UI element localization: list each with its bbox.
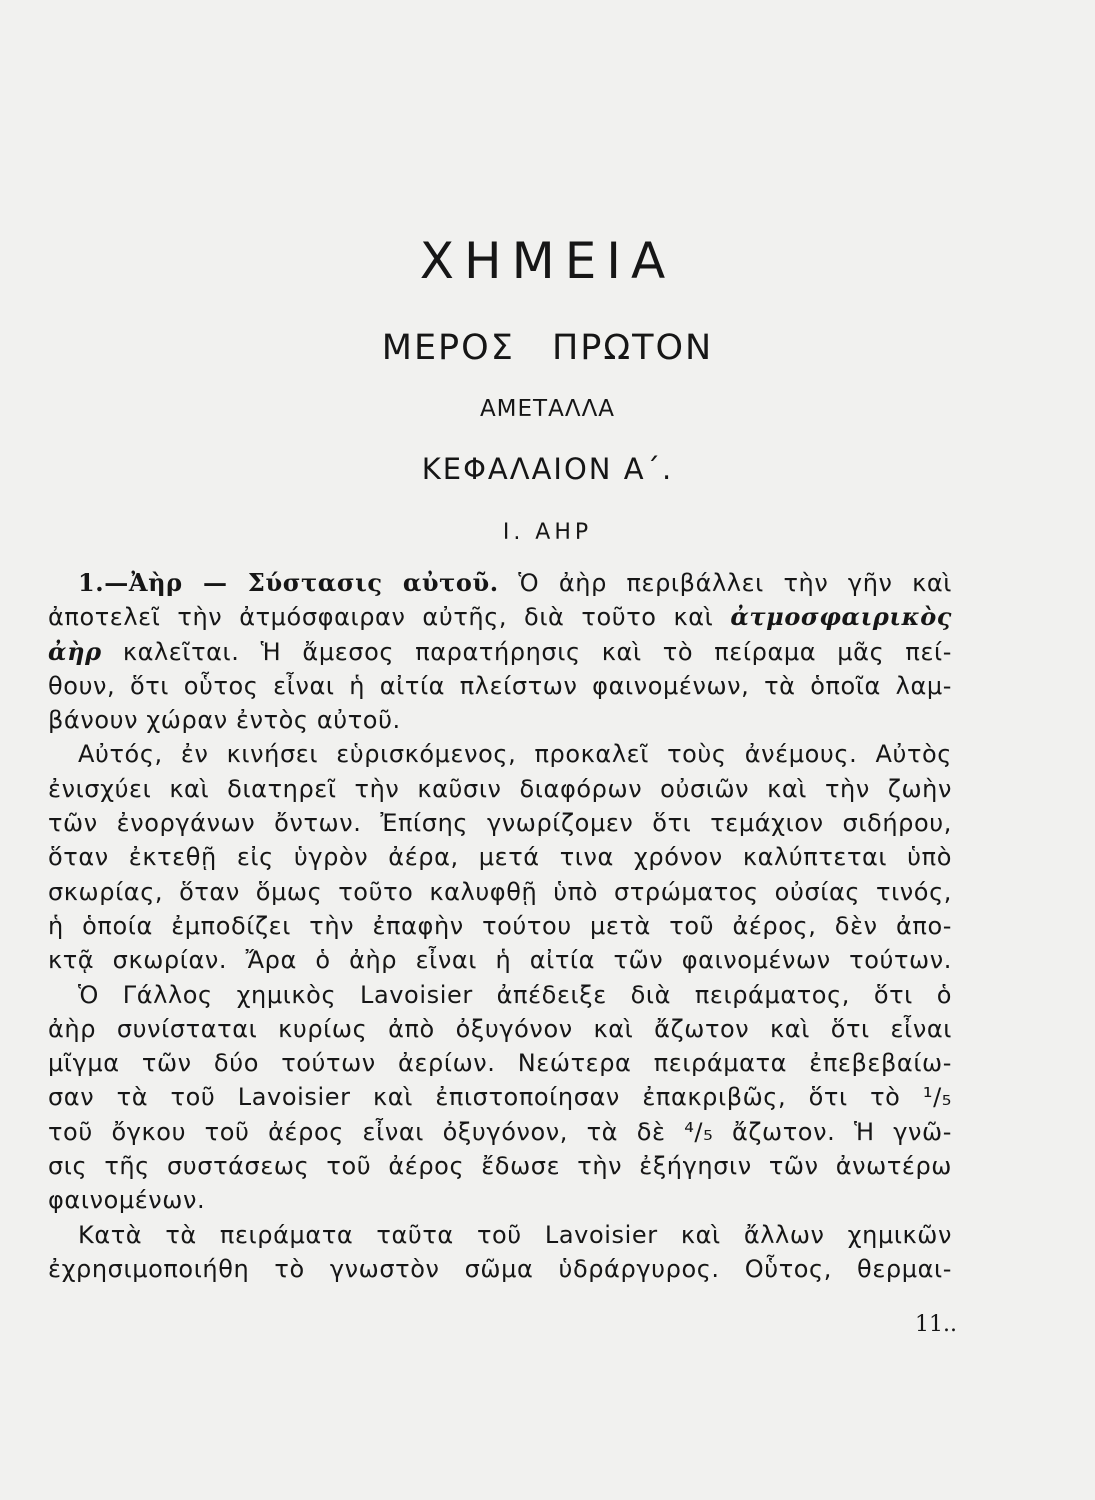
article-heading: 1.—Ἀὴρ — Σύστασις αὐτοῦ. [78, 568, 499, 597]
paragraph-2-line-2: ἐνισχύει καὶ διατηρεῖ τὴν καῦσιν διαφόρων οὐσιῶν καὶ τὴν ζωὴν [48, 774, 952, 803]
paragraph-4-line-1: Κατὰ τὰ πειράματα ταῦτα τοῦ Lavoisier καὶ ἄλλων χημικῶν [78, 1220, 952, 1249]
paragraph-2-line-1: Αὐτός, ἐν κινήσει εὑρισκόμενος, προκαλεῖ τοὺς ἀνέμους. Αὐτὸς [78, 740, 952, 769]
paragraph-1-line-1: 1.—Ἀὴρ — Σύστασις αὐτοῦ. Ὁ ἀὴρ περιβάλλει τὴν γῆν καὶ [78, 568, 952, 597]
paragraph-3-line-6: σις τῆς συστάσεως τοῦ ἀέρος ἔδωσε τὴν ἐξήγησιν τῶν ἀνωτέρω [48, 1152, 952, 1181]
paragraph-2-line-7: κτᾷ σκωρίαν. Ἄρα ὁ ἀὴρ εἶναι ἡ αἰτία τῶν φαινομένων τούτων. [48, 946, 952, 975]
subsection-heading: Ι. ΑΗΡ [502, 520, 593, 545]
paragraph-3-line-3: μῖγμα τῶν δύο τούτων ἀερίων. Νεώτερα πειράματα ἐπεβεβαίω- [48, 1049, 952, 1078]
document-title: ΧΗΜΕΙΑ [419, 232, 676, 290]
body-text [48, 566, 952, 1286]
paragraph-3-line-7: φαινομένων. [48, 1186, 206, 1215]
paragraph-4-line-2: ἐχρησιμοποιήθη τὸ γνωστὸν σῶμα ὑδράργυρος. Οὗτος, θερμαι- [48, 1254, 952, 1283]
page-number: 11.. [915, 1312, 957, 1337]
paragraph-1-line-3: ἀὴρ καλεῖται. Ἡ ἄμεσος παρατήρησις καὶ τὸ πείραμα μᾶς πεί- [48, 636, 952, 666]
paragraph-3-line-4: σαν τὰ τοῦ Lavoisier καὶ ἐπιστοποίησαν ἐπακριβῶς, ὅτι τὸ ¹/₅ [48, 1083, 952, 1112]
paragraph-1-line-5: βάνουν χώραν ἐντὸς αὐτοῦ. [48, 706, 401, 735]
section-heading: ΑΜΕΤΑΛΛΑ [479, 396, 616, 422]
paragraph-3-line-5: τοῦ ὄγκου τοῦ ἀέρος εἶναι ὀξυγόνον, τὰ δὲ ⁴/₅ ἄζωτον. Ἡ γνῶ- [48, 1117, 952, 1146]
part-heading: ΜΕΡΟΣ ΠΡΩΤΟΝ [381, 328, 714, 368]
paragraph-3-line-2: ἀὴρ συνίσταται κυρίως ἀπὸ ὀξυγόνον καὶ ἄζωτον καὶ ὅτι εἶναι [48, 1014, 952, 1043]
chapter-heading: ΚΕΦΑΛΑΙΟΝ Α΄. [421, 452, 674, 486]
paragraph-3-line-1: Ὁ Γάλλος χημικὸς Lavoisier ἀπέδειξε διὰ πειράματος, ὅτι ὁ [78, 980, 952, 1009]
paragraph-2-line-3: τῶν ἐνοργάνων ὄντων. Ἐπίσης γνωρίζομεν ὅτι τεμάχιον σιδήρου, [48, 809, 952, 838]
paragraph-2-line-4: ὅταν ἐκτεθῇ εἰς ὑγρὸν ἀέρα, μετά τινα χρόνον καλύπτεται ὑπὸ [48, 843, 952, 872]
paragraph-2-line-5: σκωρίας, ὅταν ὅμως τοῦτο καλυφθῇ ὑπὸ στρώματος οὐσίας τινός, [48, 877, 952, 906]
paragraph-1-line-4: θουν, ὅτι οὗτος εἶναι ἡ αἰτία πλείστων φαινομένων, τὰ ὁποῖα λαμ- [48, 671, 952, 700]
paragraph-2-line-6: ἡ ὁποία ἐμποδίζει τὴν ἐπαφὴν τούτου μετὰ τοῦ ἀέρος, δὲν ἀπο- [48, 911, 952, 940]
paragraph-1-line-2: ἀποτελεῖ τὴν ἀτμόσφαιραν αὐτῆς, διὰ τοῦτο καὶ ἀτμοσφαιρικὸς [48, 602, 952, 632]
emphasis-term-cont: ἀὴρ [48, 636, 102, 666]
emphasis-term: ἀτμοσφαιρικὸς [730, 602, 952, 632]
